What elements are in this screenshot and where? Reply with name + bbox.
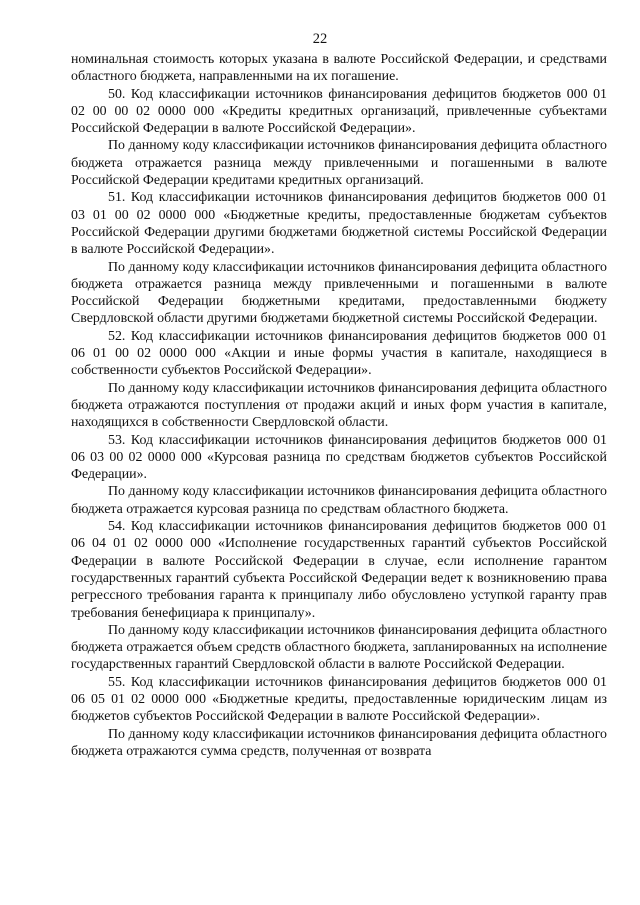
paragraph: 52. Код классификации источников финансирования дефицитов бюджетов 000 01 06 01 00 02 0000 000 «Акции и иные формы участия в капитале, находящиеся в собственности субъектов Российской Федерации». — [71, 328, 607, 379]
paragraph: 50. Код классификации источников финансирования дефицитов бюджетов 000 01 02 00 00 02 0000 000 «Кредиты кредитных организаций, привлеченные субъектами Российской Федерации в валюте Российской Федерации». — [71, 86, 607, 137]
page-number: 22 — [312, 31, 328, 47]
paragraph: 55. Код классификации источников финансирования дефицитов бюджетов 000 01 06 05 01 02 0000 000 «Бюджетные кредиты, предоставленные юридическим лицам из бюджетов субъектов Российской Федерации в валюте Российской Федерации». — [71, 674, 607, 725]
paragraph: номинальная стоимость которых указана в валюте Российской Федерации, и средствами областного бюджета, направленными на их погашение. — [71, 52, 607, 85]
paragraph: По данному коду классификации источников финансирования дефицита областного бюджета отражается разница между привлеченными и погашенными в валюте Российской Федерации бюджетными кредитами, предоставленными бюджету Свердловской области другими бюджетами бюджетной системы Российской Федерации. — [71, 259, 607, 327]
paragraph: 51. Код классификации источников финансирования дефицитов бюджетов 000 01 03 01 00 02 0000 000 «Бюджетные кредиты, предоставленные бюджетам субъектов Российской Федерации другими бюджетами бюджетной системы Российской Федерации в валюте Российской Федерации». — [71, 190, 607, 258]
paragraph: По данному коду классификации источников финансирования дефицита областного бюджета отражается курсовая разница по средствам областного бюджета. — [71, 484, 607, 517]
paragraph: По данному коду классификации источников финансирования дефицита областного бюджета отражаются сумма средств, полученная от возврата — [71, 726, 607, 759]
paragraph: 54. Код классификации источников финансирования дефицитов бюджетов 000 01 06 04 01 02 0000 000 «Исполнение государственных гарантий субъектов Российской Федерации в валюте Российской Федерации в случае, если исполнение гарантом государственных гарантий субъекта Российской Федерации ведет к возникновению права регрессного требования гаранта к принципалу либо обусловлено уступкой гаранту прав требования бенефициара к принципалу». — [71, 519, 607, 621]
paragraph: По данному коду классификации источников финансирования дефицита областного бюджета отражаются поступления от продажи акций и иных форм участия в капитале, находящихся в собственности Свердловской области. — [71, 380, 607, 431]
paragraph: 53. Код классификации источников финансирования дефицитов бюджетов 000 01 06 03 00 02 0000 000 «Курсовая разница по средствам бюджетов субъектов Российской Федерации». — [71, 432, 607, 483]
body-text — [71, 51, 607, 760]
paragraph: По данному коду классификации источников финансирования дефицита областного бюджета отражается объем средств областного бюджета, запланированных на исполнение государственных гарантий Свердловской области в валюте Российской Федерации. — [71, 622, 607, 673]
paragraph: По данному коду классификации источников финансирования дефицита областного бюджета отражается разница между привлеченными и погашенными в валюте Российской Федерации кредитами кредитных организаций. — [71, 138, 607, 189]
